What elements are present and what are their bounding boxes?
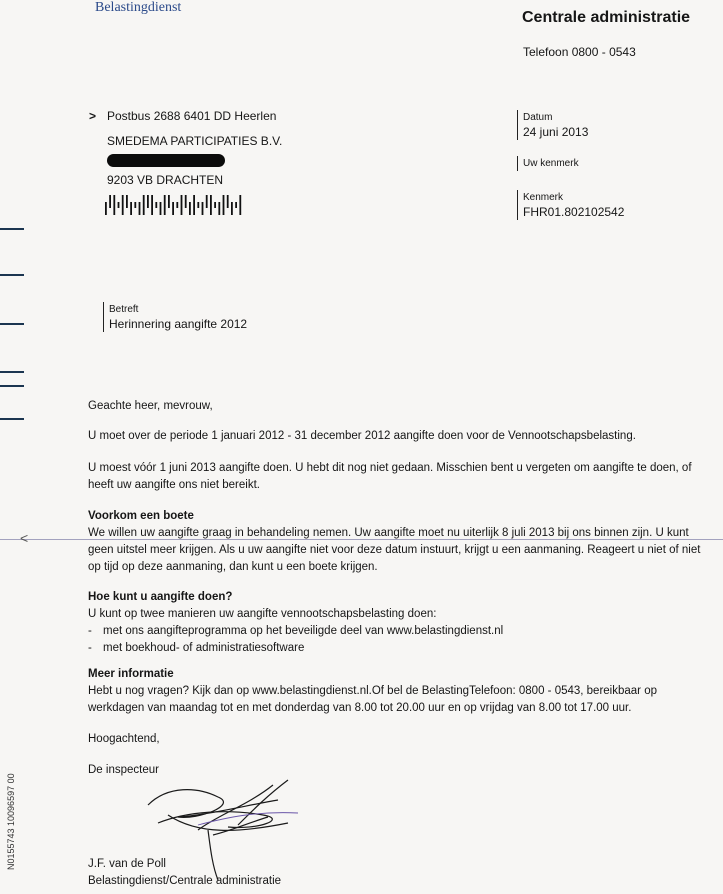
paragraph-contact: Hebt u nog vragen? Kijk dan op www.belastingdienst.nl.Of bel de BelastingTelefoon: 0800 - 0543, bereikbaar op werkdagen van maandag tot en met donderdag van 8.00 tot 20.00 uur en op vrijdag van 8.00 tot 17.00 uur.	[88, 685, 657, 714]
subject-block	[103, 302, 247, 332]
subject-label: Betreft	[109, 304, 139, 315]
barcode-bar	[176, 202, 178, 208]
barcode-bar	[168, 195, 170, 208]
paragraph-options-intro: U kunt op twee manieren uw aangifte vennootschapsbelasting doen:	[88, 608, 437, 620]
barcode-bar	[214, 202, 216, 208]
list-item: - met ons aangifteprogramma op het beveiligde deel van www.belastingdienst.nl	[88, 623, 708, 640]
department-title: Centrale administratie	[522, 9, 691, 26]
barcode-bar	[231, 202, 233, 215]
barcode-bar	[122, 195, 124, 215]
barcode-bar	[126, 195, 128, 208]
closing: Hoogachtend,	[88, 733, 160, 745]
reference-value: FHR01.802102542	[523, 205, 625, 219]
barcode-bar	[210, 195, 212, 215]
barcode-bar	[134, 202, 136, 208]
paragraph-deadline: U moest vóór 1 juni 2013 aangifte doen. U hebt dit nog niet gedaan. Misschien bent u vergeten om aangifte te doen, of heeft uw aangifte ons niet bereikt.	[88, 462, 692, 491]
section-penalty	[88, 508, 708, 576]
barcode-bar	[155, 202, 157, 208]
barcode-bar	[223, 195, 225, 215]
barcode-bar	[139, 202, 141, 215]
barcode-bar	[164, 195, 166, 215]
section-heading: Meer informatie	[88, 668, 174, 680]
barcode-bar	[113, 195, 115, 215]
date-label: Datum	[523, 112, 553, 123]
barcode-bar	[206, 195, 208, 208]
barcode-bar	[197, 202, 199, 208]
section-heading: Voorkom een boete	[88, 510, 194, 522]
list-item: - met boekhoud- of administratiesoftware	[88, 640, 708, 657]
scan-line	[0, 539, 723, 540]
section-how-to-file	[88, 589, 708, 657]
paragraph-period: U moet over de periode 1 januari 2012 - 31 december 2012 aangifte doen voor de Vennootschapsbelasting.	[88, 430, 636, 442]
paragraph-penalty: We willen uw aangifte graag in behandeling nemen. Uw aangifte moet nu uiterlijk 8 juli 2013 bij ons binnen zijn. U kunt geen uitstel meer krijgen. Als u uw aangifte niet voor deze datum instuurt, krijgt u een aanmaning. Reageert u niet of niet op tijd op deze aanmaning, dan kunt u een boete krijgen.	[88, 527, 701, 573]
signer-organization: Belastingdienst/Centrale administratie	[88, 875, 282, 887]
barcode-bar	[147, 195, 149, 208]
phone-number: Telefoon 0800 - 0543	[523, 45, 636, 59]
signer-block	[88, 856, 281, 890]
fold-mark	[0, 323, 24, 325]
barcode-bar	[109, 195, 111, 208]
date-value: 24 juni 2013	[523, 125, 589, 139]
section-heading: Hoe kunt u aangifte doen?	[88, 591, 233, 603]
return-address: Postbus 2688 6401 DD Heerlen	[107, 109, 277, 123]
barcode-bar	[193, 195, 195, 215]
barcode-bar	[202, 202, 204, 215]
scan-mark: <	[20, 530, 29, 546]
barcode-bar	[235, 202, 237, 208]
company-name: SMEDEMA PARTICIPATIES B.V.	[107, 134, 283, 148]
barcode-bar	[151, 195, 153, 215]
your-reference-label: Uw kenmerk	[523, 158, 579, 169]
document-side-code: N0155743 10096597 00	[6, 773, 16, 870]
reference-block	[517, 190, 624, 220]
fold-mark	[0, 274, 24, 276]
barcode-bar	[143, 195, 145, 215]
barcode-bar	[239, 195, 241, 215]
reference-label: Kenmerk	[523, 192, 564, 203]
salutation: Geachte heer, mevrouw,	[88, 400, 213, 412]
filing-options-list	[88, 623, 708, 657]
barcode-bar	[160, 202, 162, 215]
return-arrow: >	[89, 109, 97, 123]
barcode-bar	[227, 195, 229, 208]
fold-mark	[0, 418, 24, 420]
recipient-address-block	[89, 108, 282, 189]
subject-value: Herinnering aangifte 2012	[109, 317, 248, 331]
fold-mark	[0, 371, 24, 373]
barcode-bar	[172, 202, 174, 215]
barcode-bar	[185, 195, 187, 208]
signer-role: De inspecteur	[88, 764, 159, 776]
date-block	[517, 110, 588, 140]
your-reference-block	[517, 156, 579, 171]
barcode-bar	[105, 202, 107, 215]
barcode-bar	[130, 202, 132, 215]
belastingdienst-logo: Belastingdienst	[95, 0, 182, 15]
barcode-bar	[189, 202, 191, 215]
postal-city: 9203 VB DRACHTEN	[107, 173, 224, 187]
redacted-street	[107, 154, 225, 167]
barcode-bar	[181, 195, 183, 215]
section-more-info	[88, 666, 708, 717]
fold-mark	[0, 228, 24, 230]
postal-barcode	[105, 195, 247, 215]
barcode-bar	[118, 202, 120, 208]
signer-name: J.F. van de Poll	[88, 858, 166, 870]
fold-mark	[0, 385, 24, 387]
barcode-bar	[218, 202, 220, 215]
